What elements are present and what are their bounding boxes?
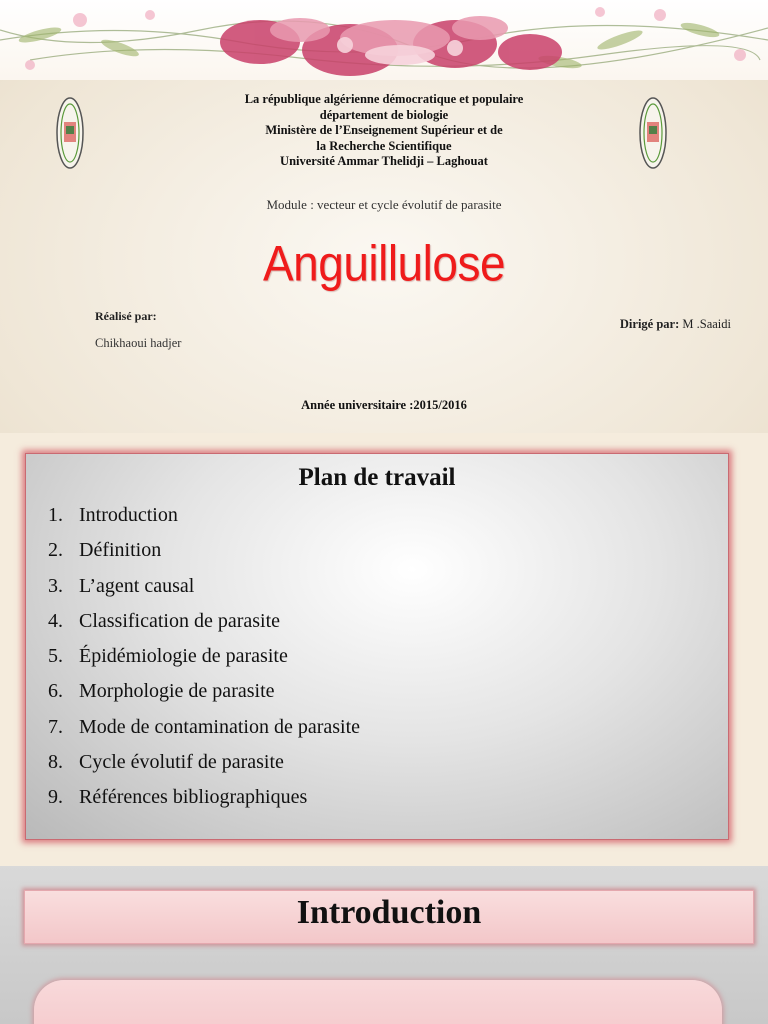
list-item-text: Mode de contamination de parasite xyxy=(79,715,361,738)
institution-header xyxy=(0,92,768,170)
header-line: La république algérienne démocratique et populaire xyxy=(244,92,524,106)
list-item-text: Cycle évolutif de parasite xyxy=(79,751,284,774)
author-name: Chikhaoui hadjer xyxy=(95,336,182,350)
list-item-text: Épidémiologie de parasite xyxy=(79,645,288,668)
plan-title: Plan de travail xyxy=(298,464,456,491)
list-item-text: Classification de parasite xyxy=(79,609,281,632)
list-item-number: 3. xyxy=(48,574,63,597)
list-item xyxy=(26,575,360,610)
plan-list xyxy=(26,504,360,822)
list-item xyxy=(26,504,360,539)
title-slide xyxy=(0,0,768,433)
list-item xyxy=(26,751,360,786)
academic-year: Année universitaire :2015/2016 xyxy=(301,398,467,412)
list-item-number: 1. xyxy=(48,504,63,526)
list-item-text: Morphologie de parasite xyxy=(79,680,275,703)
list-item-number: 7. xyxy=(48,715,63,738)
header-line: Ministère de l’Enseignement Supérieur et de xyxy=(265,123,503,137)
list-item-text: L’agent causal xyxy=(79,574,195,597)
header-line: département de biologie xyxy=(319,107,449,122)
list-item-text: Références bibliographiques xyxy=(79,786,308,809)
list-item-number: 8. xyxy=(48,751,63,774)
plan-slide xyxy=(0,433,768,866)
floral-banner-image xyxy=(0,0,768,80)
list-item-number: 6. xyxy=(48,680,63,703)
supervisor-line xyxy=(620,317,731,332)
introduction-content-box xyxy=(34,980,722,1024)
plan-box xyxy=(25,453,729,840)
list-item-number: 5. xyxy=(48,645,63,668)
list-item xyxy=(26,610,360,645)
list-item-number: 2. xyxy=(48,539,63,562)
header-line: la Recherche Scientifique xyxy=(316,138,452,153)
list-item-number: 9. xyxy=(48,786,63,809)
list-item xyxy=(26,716,360,751)
list-item-number: 4. xyxy=(48,609,63,632)
presentation-title: Anguillulose xyxy=(262,234,506,292)
supervisor-label: Dirigé par: xyxy=(619,317,680,331)
introduction-slide xyxy=(0,866,768,1024)
author-label: Réalisé par: xyxy=(95,309,157,323)
list-item xyxy=(26,680,360,715)
list-item xyxy=(26,539,360,574)
introduction-title: Introduction xyxy=(296,894,482,931)
module-line: Module : vecteur et cycle évolutif de parasite xyxy=(266,197,502,212)
supervisor-name: M .Saaidi xyxy=(682,317,731,331)
list-item-text: Définition xyxy=(79,539,162,562)
header-line: Université Ammar Thelidji – Laghouat xyxy=(280,154,488,168)
list-item xyxy=(26,645,360,680)
list-item-text: Introduction xyxy=(79,504,178,526)
list-item xyxy=(26,786,360,821)
introduction-title-bar xyxy=(24,890,754,944)
